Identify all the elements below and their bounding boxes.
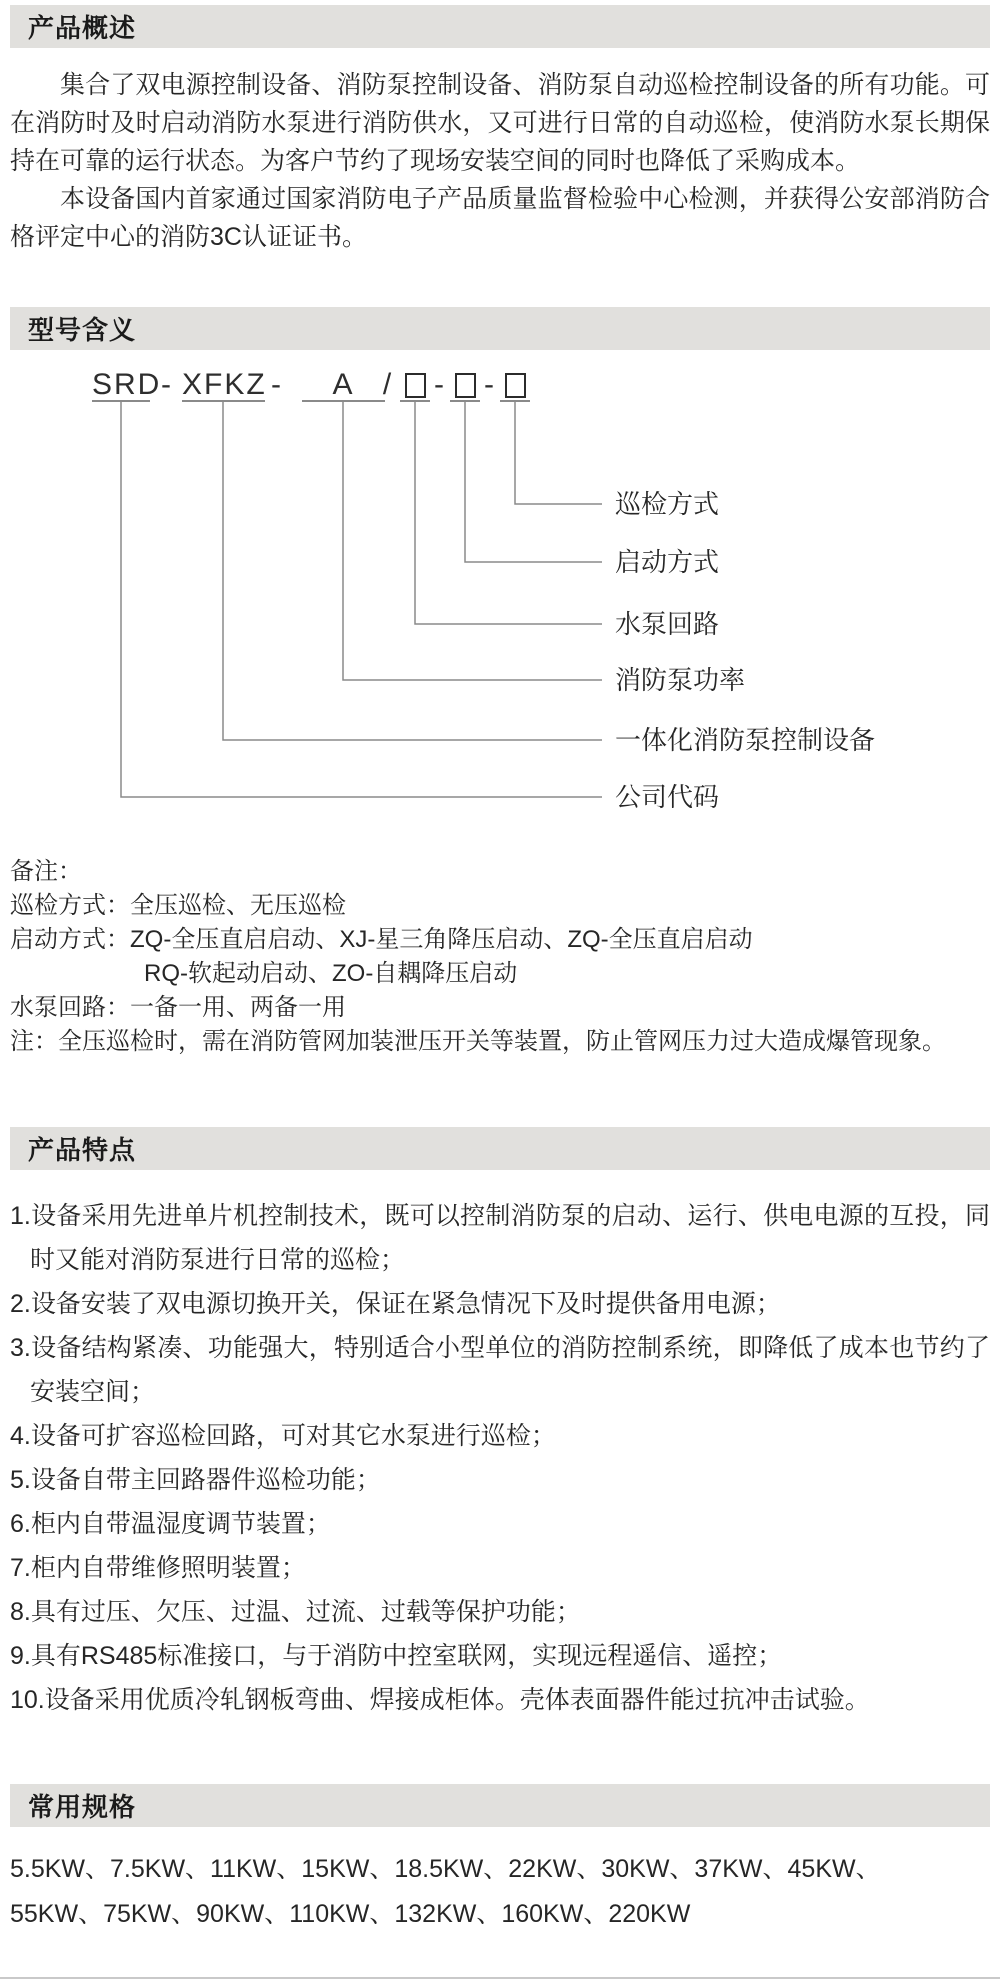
model-field-label: 巡检方式: [615, 489, 720, 519]
model-field-label: 消防泵功率: [615, 665, 746, 695]
model-field-label: 一体化消防泵控制设备: [615, 725, 876, 755]
model-field-label: 公司代码: [615, 782, 720, 812]
section-header-product-features: [10, 1127, 990, 1170]
model-note-line: 启动方式：ZQ-全压直启启动、XJ-星三角降压启动、ZQ-全压直启启动: [10, 926, 753, 953]
model-segment-product-code: XFKZ: [182, 368, 267, 401]
bottom-divider: [0, 1977, 1000, 1979]
model-segment-dash: -: [271, 368, 283, 401]
model-field-label: 水泵回路: [615, 609, 720, 639]
model-segment-slash: /: [382, 368, 394, 401]
model-segment-variant: A: [302, 370, 385, 402]
connector-line: [343, 402, 602, 680]
overview-body: [0, 66, 1000, 256]
model-note-line: 水泵回路：一备一用、两备一用: [10, 994, 346, 1021]
placeholder-box-icon: [505, 373, 526, 398]
model-placeholder-box: [450, 370, 480, 402]
connector-line: [415, 402, 602, 624]
section-title: 型号含义: [28, 315, 137, 345]
model-code-diagram: [0, 362, 1000, 832]
connector-line: [121, 402, 602, 797]
section-header-common-specs: [10, 1784, 990, 1827]
overview-paragraph: 集合了双电源控制设备、消防泵控制设备、消防泵自动巡检控制设备的所有功能。可在消防时及时启动消防水泵进行消防供水，又可进行日常的自动巡检，使消防水泵长期保持在可靠的运行状态。为客户节约了现场安装空间的同时也降低了采购成本。: [10, 71, 990, 175]
spec-line: 55KW、75KW、90KW、110KW、132KW、160KW、220KW: [10, 1900, 691, 1928]
spec-line: 5.5KW、7.5KW、11KW、15KW、18.5KW、22KW、30KW、37KW、45KW、: [10, 1855, 881, 1883]
feature-item: 1.设备采用先进单片机控制技术，既可以控制消防泵的启动、运行、供电电源的互投，同时又能对消防泵进行日常的巡检；: [10, 1202, 990, 1274]
feature-item: 3.设备结构紧凑、功能强大，特别适合小型单位的消防控制系统，即降低了成本也节约了安装空间；: [10, 1334, 990, 1406]
section-header-product-overview: [10, 5, 990, 48]
model-segment-dash: -: [161, 368, 173, 401]
model-notes: [0, 855, 1000, 1059]
model-field-label: 启动方式: [615, 547, 720, 577]
feature-item: 8.具有过压、欠压、过温、过流、过载等保护功能；: [10, 1598, 581, 1626]
model-connector-lines: [0, 402, 1000, 832]
model-code-row: [0, 370, 1000, 402]
model-placeholder-box: [500, 370, 530, 402]
model-note-line: RQ-软起动启动、ZO-自耦降压启动: [144, 960, 518, 987]
placeholder-box-icon: [455, 373, 476, 398]
model-note-line: 巡检方式：全压巡检、无压巡检: [10, 892, 346, 919]
model-segment-dash: -: [484, 368, 496, 401]
section-header-model-meaning: [10, 307, 990, 350]
section-title: 产品概述: [28, 13, 137, 43]
feature-item: 4.设备可扩容巡检回路，可对其它水泵进行巡检；: [10, 1422, 556, 1450]
overview-paragraph: 本设备国内首家通过国家消防电子产品质量监督检验中心检测，并获得公安部消防合格评定中心的消防3C认证证书。: [10, 185, 990, 251]
specs-body: [0, 1847, 1000, 1937]
feature-item: 5.设备自带主回路器件巡检功能；: [10, 1466, 381, 1494]
model-segment-company-code: SRD: [92, 368, 162, 401]
connector-line: [465, 402, 602, 562]
section-title: 产品特点: [28, 1135, 137, 1165]
connector-line: [223, 402, 602, 740]
feature-item: 9.具有RS485标准接口，与于消防中控室联网，实现远程遥信、遥控；: [10, 1642, 783, 1670]
model-placeholder-box: [400, 370, 430, 402]
connector-line: [515, 402, 602, 504]
model-segment-dash: -: [434, 368, 446, 401]
feature-item: 2.设备安装了双电源切换开关，保证在紧急情况下及时提供备用电源；: [10, 1290, 781, 1318]
feature-item: 6.柜内自带温湿度调节装置；: [10, 1510, 331, 1538]
feature-item: 7.柜内自带维修照明装置；: [10, 1554, 306, 1582]
section-title: 常用规格: [28, 1792, 137, 1822]
model-note-line: 备注：: [10, 858, 82, 885]
features-list: [0, 1194, 1000, 1722]
model-note-line: 注：全压巡检时，需在消防管网加装泄压开关等装置，防止管网压力过大造成爆管现象。: [10, 1028, 946, 1055]
placeholder-box-icon: [405, 373, 426, 398]
feature-item: 10.设备采用优质冷轧钢板弯曲、焊接成柜体。壳体表面器件能过抗冲击试验。: [10, 1686, 870, 1714]
